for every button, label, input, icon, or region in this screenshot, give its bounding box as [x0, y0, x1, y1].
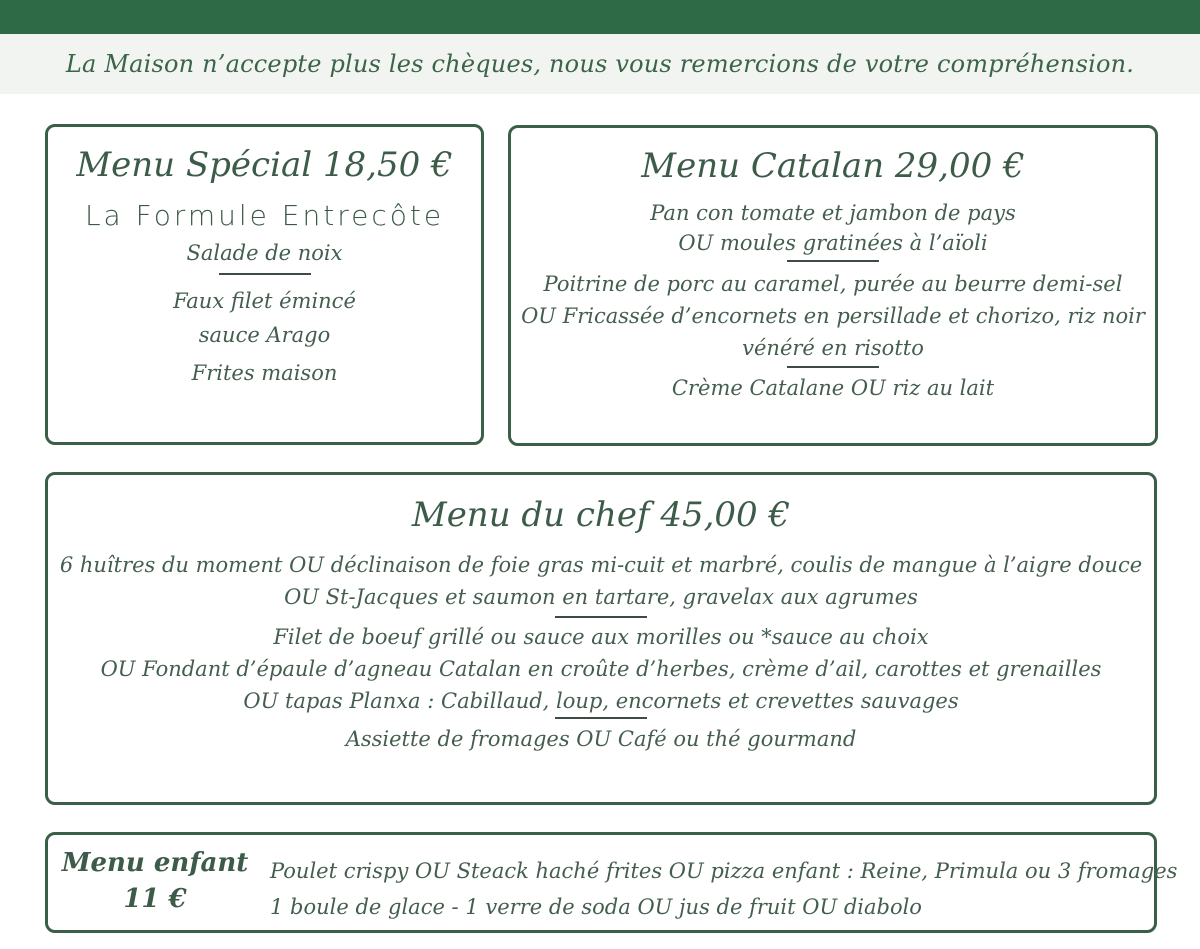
separator: [555, 616, 647, 618]
catalan-dessert: Crème Catalane OU riz au lait: [671, 376, 995, 400]
chef-starter-1: 6 huîtres du moment OU déclinaison de foie gras mi-cuit et marbré, coulis de mangue à l’aigre douce: [59, 553, 1143, 577]
chef-starter-2: OU St-Jacques et saumon en tartare, gravelax aux agrumes: [284, 585, 918, 609]
special-main-line-2: sauce Arago: [198, 323, 331, 347]
separator: [219, 273, 311, 275]
menu-enfant-price: 11 €: [123, 884, 187, 914]
chef-main-2: OU Fondant d’épaule d’agneau Catalan en croûte d’herbes, crème d’ail, carottes et grenailles: [100, 657, 1102, 681]
menu-chef-title: Menu du chef 45,00 €: [411, 495, 791, 535]
menu-special-title: Menu Spécial 18,50 €: [76, 145, 453, 185]
top-color-band: [0, 0, 1200, 34]
menu-special-box: [45, 124, 484, 445]
enfant-line-2: 1 boule de glace - 1 verre de soda OU jus de fruit OU diabolo: [270, 895, 922, 919]
no-cheques-notice: La Maison n’accepte plus les chèques, nous vous remercions de votre compréhension.: [0, 34, 1200, 94]
separator: [787, 366, 879, 368]
chef-dessert: Assiette de fromages OU Café ou thé gourmand: [345, 727, 857, 751]
catalan-main-2: OU Fricassée d’encornets en persillade et chorizo, riz noir: [521, 304, 1145, 328]
chef-main-3: OU tapas Planxa : Cabillaud, loup, encornets et crevettes sauvages: [243, 689, 959, 713]
menu-chef-box: [45, 472, 1157, 805]
menu-enfant-items: [270, 853, 1177, 925]
menu-enfant-box: [45, 832, 1178, 933]
catalan-starter-1: Pan con tomate et jambon de pays: [650, 201, 1016, 225]
formule-entrecote-label: La Formule Entrecôte: [84, 199, 445, 232]
separator: [555, 717, 647, 719]
menu-enfant-title: Menu enfant: [61, 848, 249, 878]
menu-enfant-heading: [60, 845, 250, 917]
catalan-main-1: Poitrine de porc au caramel, purée au beurre demi-sel: [543, 272, 1123, 296]
menu-catalan-box: [508, 125, 1158, 446]
menu-catalan-title: Menu Catalan 29,00 €: [641, 146, 1025, 186]
special-side: Frites maison: [191, 361, 338, 385]
catalan-starter-2: OU moules gratinées à l’aïoli: [678, 231, 988, 255]
special-starter: Salade de noix: [186, 241, 343, 265]
special-main-line-1: Faux filet émincé: [173, 289, 356, 313]
catalan-main-3: vénéré en risotto: [742, 336, 924, 360]
enfant-line-1: Poulet crispy OU Steack haché frites OU pizza enfant : Reine, Primula ou 3 fromages: [270, 859, 1178, 883]
separator: [787, 260, 879, 262]
chef-main-1: Filet de boeuf grillé ou sauce aux morilles ou *sauce au choix: [273, 625, 929, 649]
